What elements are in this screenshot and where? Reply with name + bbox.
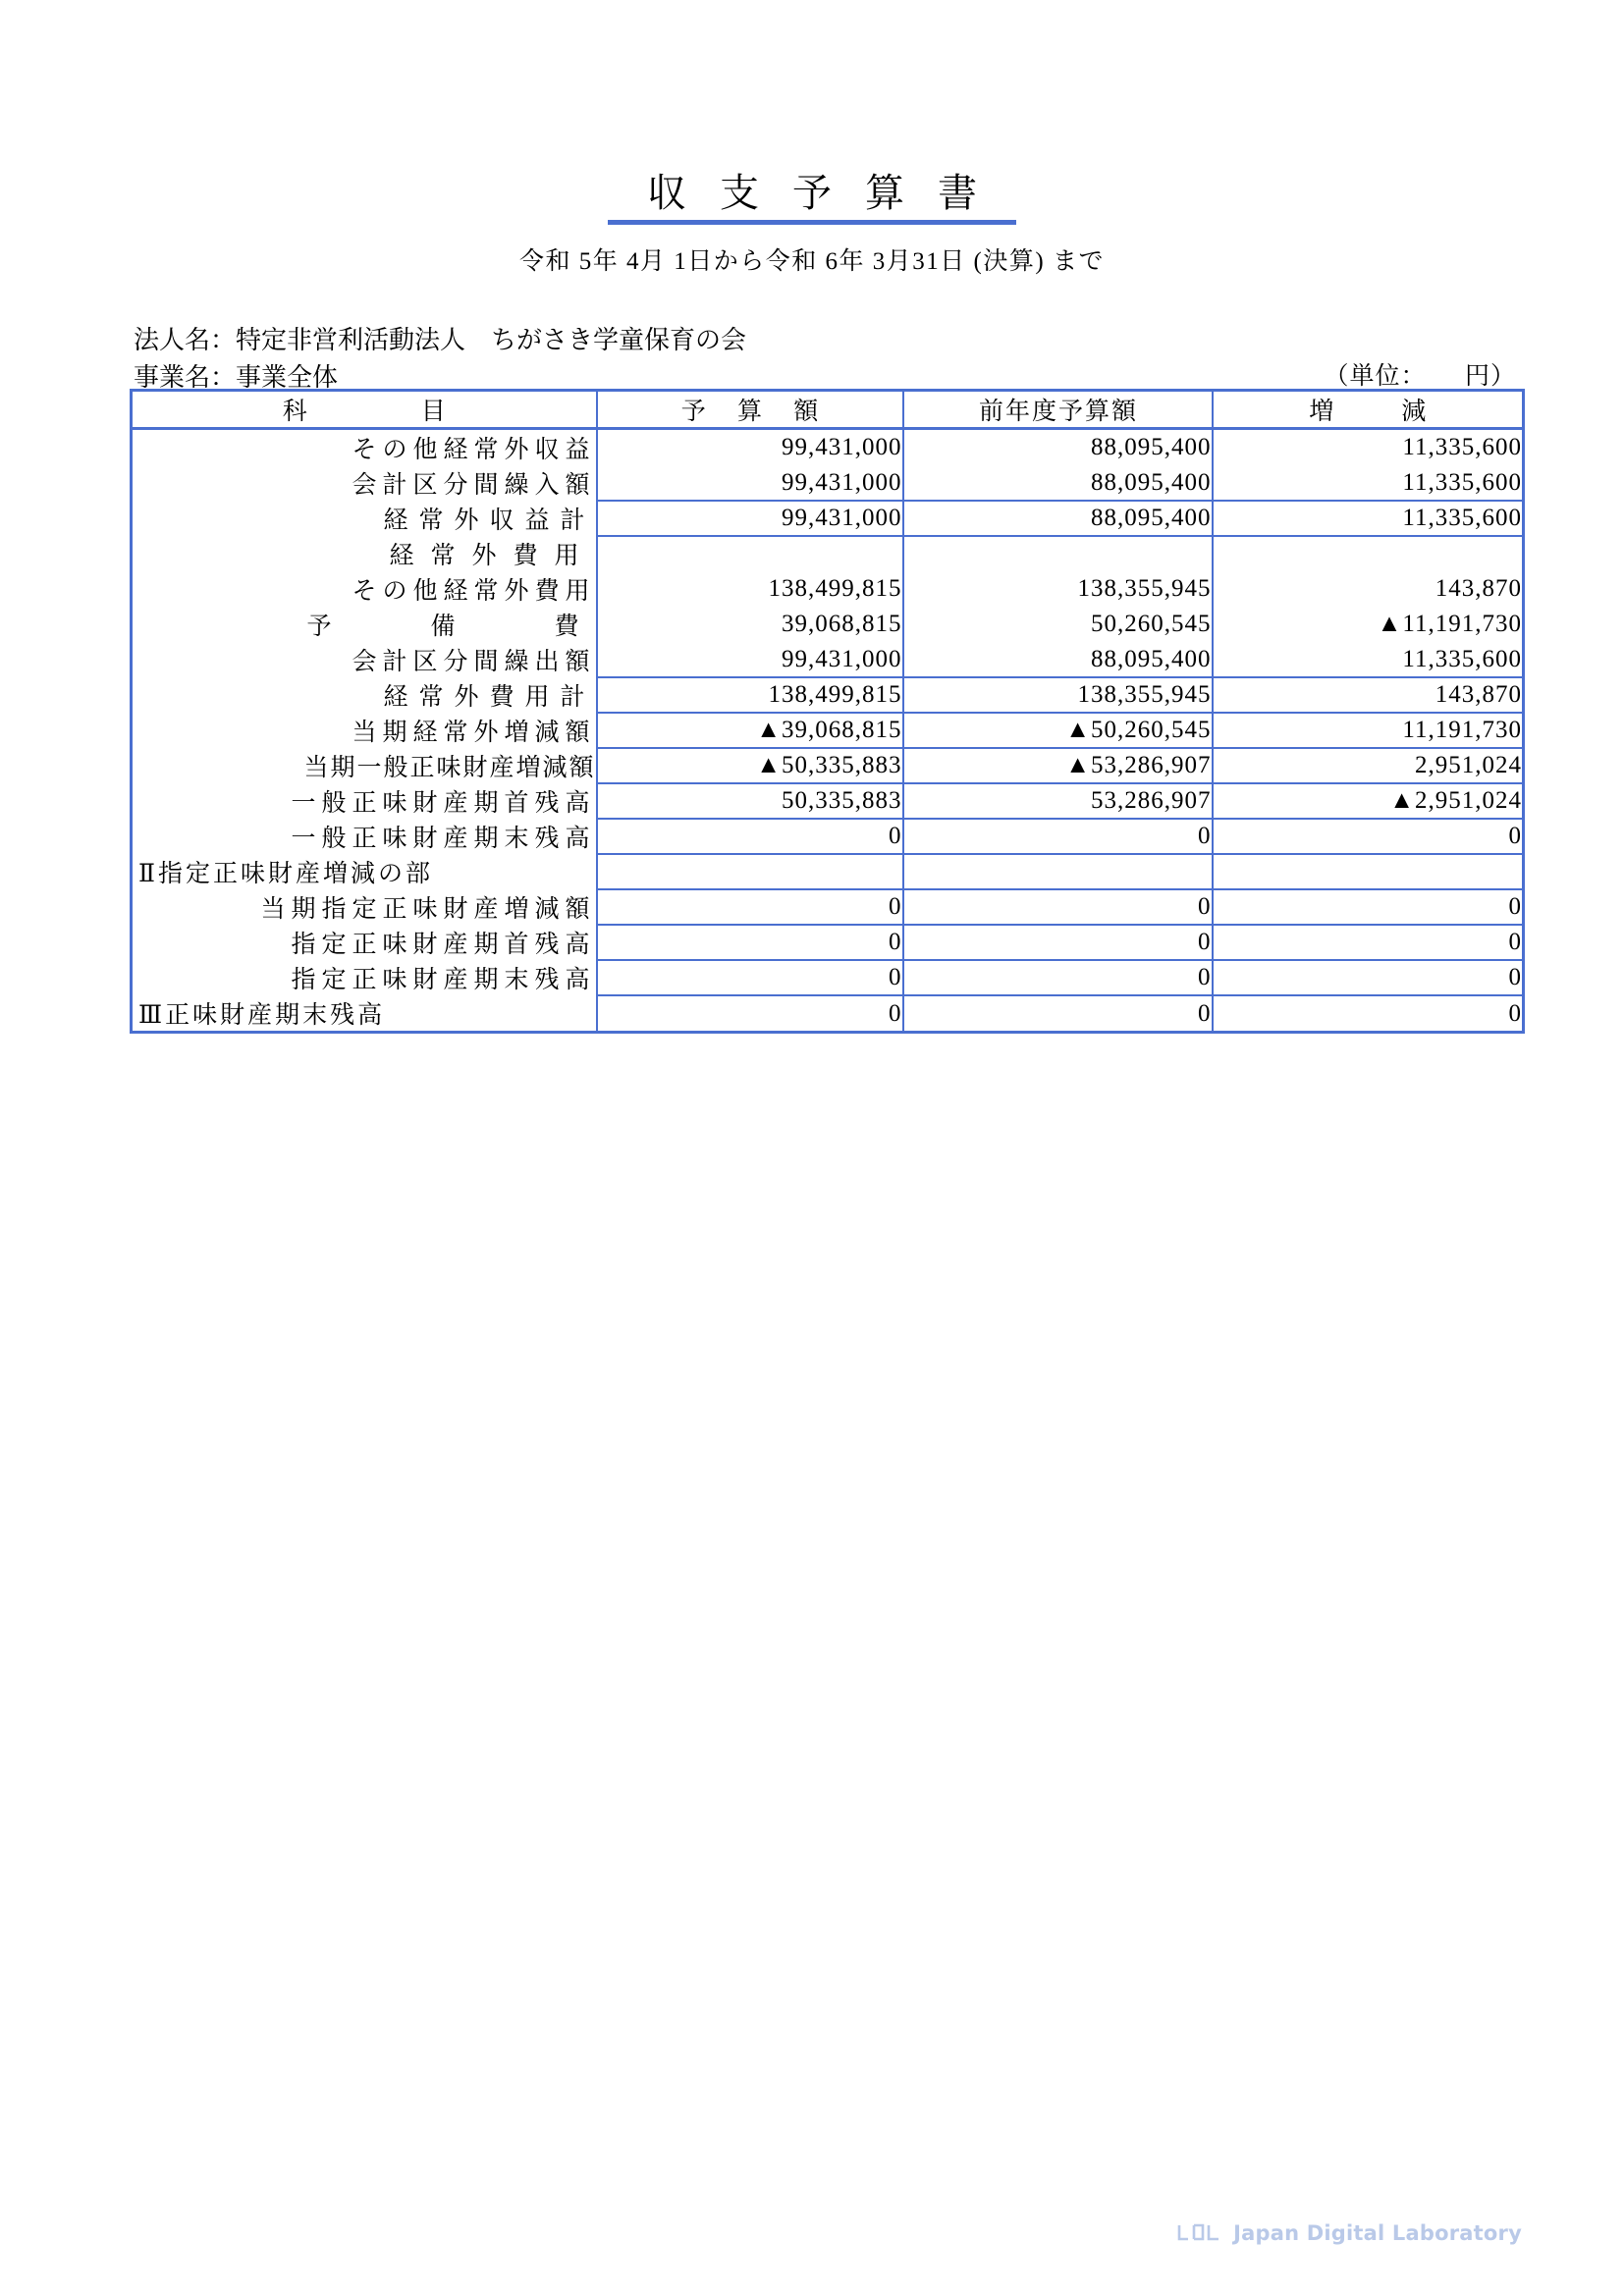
page-title: 収支予算書 [608, 173, 1016, 225]
row-change-value: 11,335,600 [1213, 429, 1524, 466]
table-row [132, 783, 1524, 819]
row-change-value: ▲2,951,024 [1213, 783, 1524, 819]
row-item-label: 当期一般正味財産増減額 [132, 748, 597, 783]
table-head [132, 391, 1524, 429]
row-item-label: 会計区分間繰入額 [132, 465, 597, 501]
row-item-label: 会計区分間繰出額 [132, 642, 597, 677]
row-budget-value: ▲50,335,883 [597, 748, 903, 783]
row-prev-budget-value: 88,095,400 [903, 429, 1213, 466]
row-prev-budget-value: 88,095,400 [903, 642, 1213, 677]
table-row [132, 536, 1524, 571]
row-budget-value: 0 [597, 925, 903, 960]
table-row [132, 465, 1524, 501]
row-prev-budget-value [903, 536, 1213, 571]
budget-table-container [130, 389, 1522, 1034]
row-prev-budget-value: ▲50,260,545 [903, 713, 1213, 748]
row-item-label: その他経常外費用 [132, 571, 597, 607]
row-budget-value: 138,499,815 [597, 677, 903, 713]
row-budget-value: 0 [597, 960, 903, 995]
row-budget-value: 50,335,883 [597, 783, 903, 819]
table-row [132, 854, 1524, 889]
table-row [132, 429, 1524, 466]
row-change-value [1213, 854, 1524, 889]
row-prev-budget-value: 50,260,545 [903, 607, 1213, 642]
row-item-label: 一般正味財産期末残高 [132, 819, 597, 854]
row-prev-budget-value: ▲53,286,907 [903, 748, 1213, 783]
row-change-value: 2,951,024 [1213, 748, 1524, 783]
row-budget-value: 0 [597, 995, 903, 1033]
row-prev-budget-value: 53,286,907 [903, 783, 1213, 819]
jdl-logo-text: Japan Digital Laboratory [1233, 2221, 1522, 2245]
row-budget-value: ▲39,068,815 [597, 713, 903, 748]
row-change-value: 11,335,600 [1213, 465, 1524, 501]
corporation-name: 法人名：特定非営利活動法人 ちがさき学童保育の会 [134, 326, 747, 354]
row-item-label: 指定正味財産期首残高 [132, 925, 597, 960]
table-row [132, 960, 1524, 995]
row-change-value: 0 [1213, 960, 1524, 995]
table-row [132, 501, 1524, 536]
row-change-value: 0 [1213, 819, 1524, 854]
row-budget-value [597, 854, 903, 889]
table-row [132, 642, 1524, 677]
jdl-logo [1176, 2221, 1522, 2245]
row-item-label: Ⅲ正味財産期末残高 [132, 995, 597, 1033]
row-budget-value [597, 536, 903, 571]
table-row [132, 571, 1524, 607]
row-change-value: ▲11,191,730 [1213, 607, 1524, 642]
row-item-label: 指定正味財産期末残高 [132, 960, 597, 995]
row-prev-budget-value: 0 [903, 889, 1213, 925]
table-body [132, 429, 1524, 1033]
row-item-label: 当期経常外増減額 [132, 713, 597, 748]
row-budget-value: 39,068,815 [597, 607, 903, 642]
table-row [132, 677, 1524, 713]
row-budget-value: 138,499,815 [597, 571, 903, 607]
row-prev-budget-value: 0 [903, 960, 1213, 995]
row-change-value: 0 [1213, 925, 1524, 960]
table-row [132, 925, 1524, 960]
column-header-prev-budget: 前年度予算額 [903, 391, 1213, 429]
row-change-value: 11,191,730 [1213, 713, 1524, 748]
row-item-label: 経常外収益計 [132, 501, 597, 536]
row-change-value: 11,335,600 [1213, 501, 1524, 536]
row-budget-value: 99,431,000 [597, 429, 903, 466]
row-change-value [1213, 536, 1524, 571]
row-budget-value: 99,431,000 [597, 465, 903, 501]
row-prev-budget-value: 88,095,400 [903, 501, 1213, 536]
table-row [132, 748, 1524, 783]
table-row [132, 889, 1524, 925]
jdl-mark-icon [1176, 2222, 1221, 2244]
row-budget-value: 99,431,000 [597, 501, 903, 536]
row-item-label: 一般正味財産期首残高 [132, 783, 597, 819]
table-row [132, 607, 1524, 642]
row-change-value: 143,870 [1213, 571, 1524, 607]
table-row [132, 713, 1524, 748]
table-row [132, 995, 1524, 1033]
row-change-value: 0 [1213, 995, 1524, 1033]
row-budget-value: 0 [597, 889, 903, 925]
table-header-row [132, 391, 1524, 429]
row-prev-budget-value: 88,095,400 [903, 465, 1213, 501]
row-item-label: 経常外費用 [132, 536, 597, 571]
title-container [0, 173, 1624, 225]
table-row [132, 819, 1524, 854]
row-budget-value: 99,431,000 [597, 642, 903, 677]
row-change-value: 143,870 [1213, 677, 1524, 713]
row-item-label: その他経常外収益 [132, 429, 597, 466]
row-prev-budget-value [903, 854, 1213, 889]
entity-meta [134, 322, 746, 397]
row-item-label: 予 備 費 [132, 607, 597, 642]
budget-table [130, 389, 1525, 1034]
row-item-label: Ⅱ指定正味財産増減の部 [132, 854, 597, 889]
row-item-label: 当期指定正味財産増減額 [132, 889, 597, 925]
column-header-item: 科 目 [132, 391, 597, 429]
column-header-change: 増 減 [1213, 391, 1524, 429]
row-budget-value: 0 [597, 819, 903, 854]
row-prev-budget-value: 138,355,945 [903, 571, 1213, 607]
column-header-budget: 予 算 額 [597, 391, 903, 429]
row-change-value: 11,335,600 [1213, 642, 1524, 677]
row-item-label: 経常外費用計 [132, 677, 597, 713]
period-subtitle: 令和 5年 4月 1日から令和 6年 3月31日 (決算) まで [519, 248, 1105, 275]
row-prev-budget-value: 0 [903, 925, 1213, 960]
business-name: 事業名：事業全体 [134, 363, 339, 392]
row-change-value: 0 [1213, 889, 1524, 925]
unit-note: （単位： 円） [1324, 363, 1516, 390]
row-prev-budget-value: 0 [903, 995, 1213, 1033]
row-prev-budget-value: 138,355,945 [903, 677, 1213, 713]
row-prev-budget-value: 0 [903, 819, 1213, 854]
